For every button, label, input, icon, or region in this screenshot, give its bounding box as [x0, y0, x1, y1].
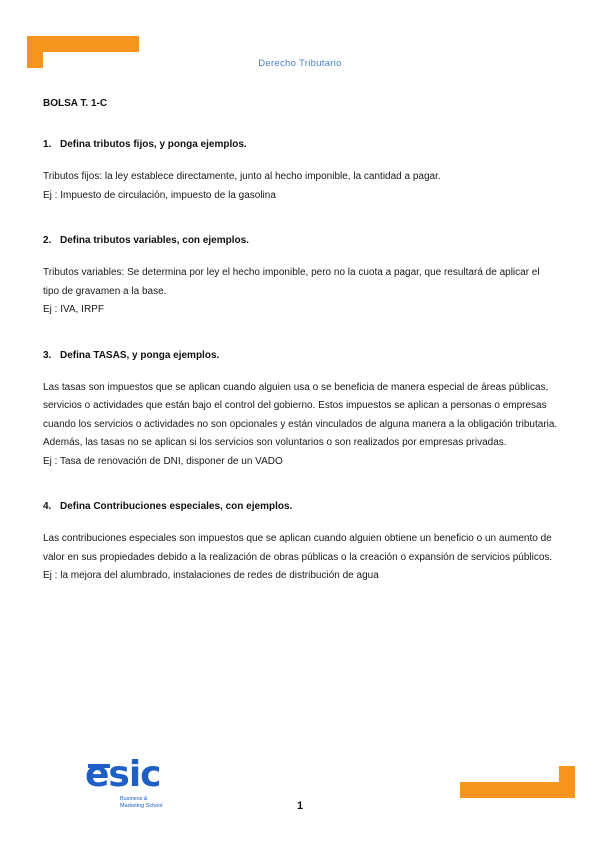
answer-2 [43, 264, 558, 320]
answer-example: Ej : IVA, IRPF [43, 304, 104, 315]
footer-orange-corner [559, 766, 575, 798]
document-title: BOLSA T. 1-C [43, 98, 108, 109]
question-number: 3. [43, 349, 52, 361]
document-body [43, 98, 558, 586]
question-3 [43, 350, 558, 361]
answer-3 [43, 379, 558, 472]
answer-example: Ej : la mejora del alumbrado, instalaciones de redes de distribución de agua [43, 570, 379, 581]
question-text: Defina Contribuciones especiales, con ejemplos. [60, 501, 293, 512]
question-text: Defina tributos fijos, y ponga ejemplos. [60, 139, 247, 150]
question-number: 4. [43, 501, 52, 512]
question-number: 2. [43, 235, 52, 246]
answer-line: Tributos fijos: la ley establece directamente, junto al hecho imponible, la cantidad a pagar. [43, 171, 441, 182]
question-number: 1. [43, 139, 52, 150]
logo-wordmark: esic [85, 754, 161, 795]
answer-line: Las contribuciones especiales son impuestos que se aplican cuando alguien obtiene un beneficio o un aumento de valor en sus propiedades debido a la realización de obras públicas o la creación o expansión de servicios públicos. [43, 533, 553, 563]
question-2 [43, 235, 558, 246]
page-number: 1 [296, 800, 304, 812]
answer-example: Ej : Tasa de renovación de DNI, disponer de un VADO [43, 455, 283, 467]
answer-line: Tributos variables: Se determina por ley el hecho imponible, pero no la cuota a pagar, que resultará de aplicar el tipo de gravamen a la base. [43, 267, 540, 297]
question-4 [43, 501, 558, 512]
footer-orange-bar [460, 782, 575, 798]
answer-4 [43, 530, 558, 586]
answer-example: Ej : Impuesto de circulación, impuesto de la gasolina [43, 189, 276, 201]
logo-subtitle-line: Marketing School [120, 803, 163, 809]
question-1 [43, 139, 558, 150]
answer-line: Las tasas son impuestos que se aplican cuando alguien usa o se beneficia de manera especial de áreas públicas, servicios o actividades que están bajo el control del gobierno. Estos impuestos se aplican a personas o empresas cuando los servicios o actividades no son opcionales y están vinculados de alguna manera a la obligación tributaria. Además, las tasas no se aplican si los servicios son voluntarios o son realizados por empresas privadas. [43, 381, 558, 448]
header-orange-bar [27, 36, 139, 52]
question-text: Defina tributos variables, con ejemplos. [60, 235, 249, 246]
header-title: Derecho Tributario [258, 58, 342, 69]
question-text: Defina TASAS, y ponga ejemplos. [60, 349, 220, 361]
answer-1 [43, 168, 558, 205]
logo-subtitle-line: Business & [120, 796, 148, 802]
